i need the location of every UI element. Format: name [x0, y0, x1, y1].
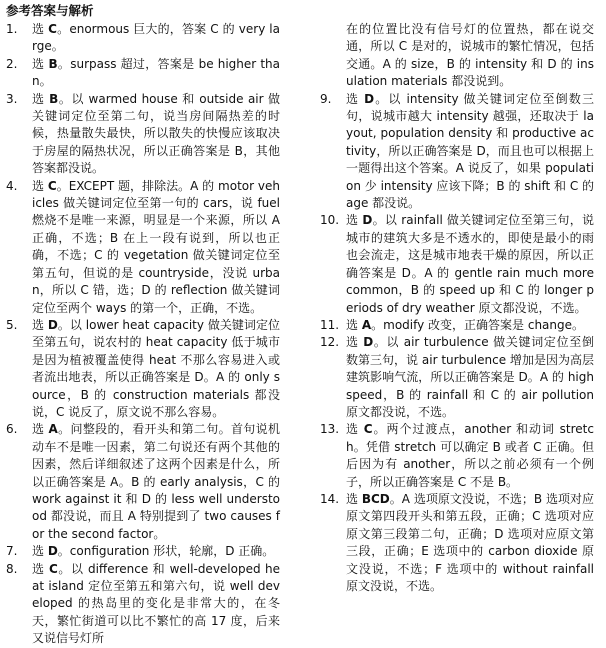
left-column — [6, 21, 280, 648]
item-body — [346, 334, 594, 421]
answer-letter: D — [362, 213, 373, 228]
explanation-text: 。以 difference 和 well-developed heat island 定位至第五和第六句，说 well developed 的热岛里的变化是非常大的，在冬天，繁忙街道可以比不繁忙的高 17 度，后来又说信号灯所 — [32, 561, 280, 646]
item-number: 10. — [320, 213, 340, 228]
explanation-text: 。surpass 超过，答案是 be higher than。 — [32, 56, 280, 89]
answer-letter: D — [363, 335, 374, 350]
answer-item-6 — [6, 421, 280, 543]
answer-item-4 — [6, 178, 280, 317]
page-title: 参考答案与解析 — [6, 3, 94, 18]
explanation-text: 在的位置比没有信号灯的位置热，都在说交通，所以 C 是对的，说城市的繁忙情况，包括交通。A 的 size，B 的 intensity 和 D 的 insulation materials 都没说到。 — [346, 22, 594, 89]
answer-item-1 — [6, 21, 280, 56]
item-prefix: 选 — [32, 56, 49, 71]
item-prefix: 选 — [32, 178, 48, 193]
answer-letter: B — [48, 56, 58, 71]
item-body — [346, 421, 594, 491]
item-body — [346, 91, 594, 213]
answer-letter: BCD — [361, 491, 390, 506]
item-prefix: 选 — [346, 491, 362, 506]
explanation-text: 。A 选项原文没说，不选；B 选项对应原文第四段开头和第五段，正确；C 选项对应原文第三段第二句，正确；D 选项对应原文第三段，正确；E 选项中的 carbon dioxide 原文没说，不选；F 选项中的 without rainfall 原文没说，不选。 — [346, 491, 594, 593]
item-body — [32, 56, 280, 91]
explanation-text: 。以 intensity 做关键词定位至倒数三句，说城市越大 intensity 越强，还取决于 layout, population density 和 productive activity，所以正确答案是 D，而且也可以根据上一题得出这个答案。A 说反了，如果 population 少 intensity 应该下降；B 的 shift 和 C 的 age 都没说。 — [346, 91, 595, 211]
item-number: 14. — [320, 491, 340, 506]
answer-item-8 — [6, 561, 280, 648]
item-body — [32, 317, 280, 421]
answer-item-11 — [320, 317, 594, 334]
item-number: 9. — [320, 91, 332, 106]
answer-item-7 — [6, 543, 280, 560]
item-body — [32, 421, 280, 543]
item-number: 13. — [320, 422, 340, 437]
answer-item-10 — [320, 212, 594, 316]
item-body — [346, 212, 594, 316]
answer-item-12 — [320, 334, 594, 421]
answer-item-5 — [6, 317, 280, 421]
answer-letter: D — [364, 91, 375, 106]
explanation-text: 。configuration 形状，轮廓，D 正确。 — [57, 544, 275, 559]
right-column — [320, 21, 594, 595]
item-number: 8. — [6, 561, 18, 576]
item-number: 5. — [6, 317, 18, 332]
explanation-text: 。以 lower heat capacity 做关键词定位至第五句，说农村的 heat capacity 低于城市是因为植被覆盖使得 heat 不那么容易进入或者流出地表，所以正确答案是 D。A 的 only source，B 的 construction materials 都没说，C 说反了，原文说不那么容易。 — [32, 317, 280, 419]
item-prefix: 选 — [32, 544, 48, 559]
item-prefix: 选 — [346, 91, 365, 106]
answer-letter: C — [49, 561, 58, 576]
answer-letter: C — [363, 422, 373, 437]
item-number: 12. — [320, 335, 340, 350]
item-number: 7. — [6, 544, 18, 559]
answer-letter: D — [47, 544, 58, 559]
answer-item-8-continued — [320, 21, 594, 91]
item-prefix: 选 — [32, 91, 50, 106]
answer-letter: C — [48, 22, 57, 36]
item-number: 11. — [320, 317, 340, 332]
answer-letter: A — [361, 317, 372, 332]
item-body — [32, 178, 280, 317]
explanation-text: 。EXCEPT 题，排除法。A 的 motor vehicles 做关键词定位至第一句的 cars，说 fuel 燃烧不是唯一来源，明显是一个来源，所以 A 正确，不选；B 在上一段有说到，所以也正确，不选；C 的 vegetation 做关键词定位至第五句，但说的是 countryside，没说 urban，所以 C 错，选；D 的 reflection 做关键词定位至两个 ways 的第一个，正确，不选。 — [32, 178, 280, 315]
answer-letter: B — [49, 91, 59, 106]
explanation-text: 。以 warmed house 和 outside air 做关键词定位至第二句，说当房间隔热差的时候，热量散失最快，所以散失的快慢应该取决于房屋的隔热状况，所以正确答案是 B，其他答案都没说。 — [32, 91, 280, 176]
item-number: 1. — [6, 22, 18, 36]
item-prefix: 选 — [346, 317, 362, 332]
item-body — [346, 21, 594, 91]
answer-letter: D — [47, 317, 58, 332]
item-body — [32, 543, 280, 560]
item-number: 6. — [6, 422, 18, 437]
answer-letter: A — [48, 422, 58, 437]
item-body — [346, 317, 594, 334]
item-body — [32, 561, 280, 648]
explanation-text: 。以 rainfall 做关键词定位至第三句，说城市的建筑大多是不透水的，即使是最小的雨也会流走，这是城市地表干燥的原因，所以正确答案是 D。A 的 gentle rain much more common，B 的 speed up 和 C 的 longer periods of dry weather 原文都没说，不选。 — [346, 213, 594, 315]
answer-item-14 — [320, 491, 594, 595]
item-prefix: 选 — [32, 422, 49, 437]
explanation-text: 。两个过渡点，another 和动词 stretch。凭借 stretch 可以确定 B 或者 C 正确。但后因为有 another，所以之前必须有一个例子，所以正确答案是 C 不是 B。 — [346, 422, 594, 489]
explanation-text: 。enormous 巨大的，答案 C 的 very large。 — [32, 22, 280, 54]
item-prefix: 选 — [346, 335, 364, 350]
item-number: 2. — [6, 56, 18, 71]
item-prefix: 选 — [32, 22, 49, 36]
explanation-text: 。modify 改变，正确答案是 change。 — [371, 317, 585, 332]
item-body — [32, 91, 280, 178]
answer-item-13 — [320, 421, 594, 491]
explanation-text: 。问整段的，看开头和第二句。首句说机动车不是唯一因素，第二句说还有两个其他的因素，然后详细叙述了这两个因素是什么，所以正确答案是 A。B 的 early analysis，C 的 work against it 和 D 的 less well understood 都没说，而且 A 特别提到了 two causes for the second factor。 — [32, 422, 280, 541]
answer-item-9 — [320, 91, 594, 213]
item-body — [32, 21, 280, 56]
answer-item-2 — [6, 56, 280, 91]
item-number: 3. — [6, 91, 18, 106]
explanation-text: 。以 air turbulence 做关键词定位至倒数第三句，说 air turbulence 增加是因为高层建筑影响气流，所以正确答案是 D。A 的 high speed，B 的 rainfall 和 C 的 air pollution 原文都没说，不选。 — [346, 335, 594, 419]
item-body — [346, 491, 594, 595]
item-number: 4. — [6, 178, 18, 193]
item-prefix: 选 — [346, 422, 364, 437]
item-prefix: 选 — [32, 317, 48, 332]
item-prefix: 选 — [32, 561, 49, 576]
answer-item-3 — [6, 91, 280, 178]
answer-letter: C — [47, 178, 57, 193]
item-prefix: 选 — [346, 213, 363, 228]
